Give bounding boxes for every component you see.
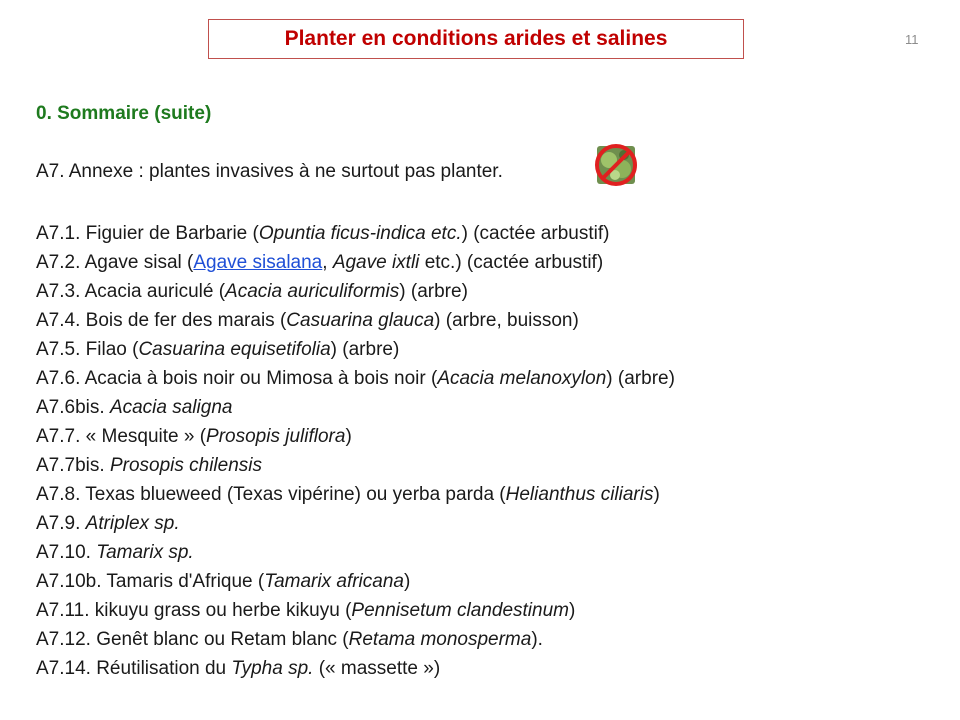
list-item <box>36 654 675 683</box>
species-name: Tamarix africana <box>264 571 404 592</box>
list-item <box>36 625 675 654</box>
list-item <box>36 219 675 248</box>
species-name: Agave ixtli <box>332 252 420 273</box>
list-item-text: ) (arbre) <box>330 339 400 360</box>
list-item-text: etc.) (cactée arbustif) <box>419 252 604 273</box>
no-planting-icon <box>591 140 641 190</box>
intro-line: A7. Annexe : plantes invasives à ne surtout pas planter. <box>36 161 503 182</box>
list-item-text: A7.7bis. <box>36 455 110 476</box>
species-name: Opuntia ficus-indica etc. <box>258 223 462 244</box>
list-item <box>36 538 675 567</box>
list-item-text: A7.10. <box>36 542 97 563</box>
list-item-text: ) <box>345 426 352 447</box>
list-item-text: ). <box>531 629 543 650</box>
list-item-text: ) (cactée arbustif) <box>461 223 610 244</box>
species-name: Casuarina equisetifolia <box>138 339 331 360</box>
list-item <box>36 567 675 596</box>
species-name: Helianthus ciliaris <box>505 484 654 505</box>
list-item-text: (« massette ») <box>313 658 441 679</box>
list-item-text: A7.3. Acacia auriculé ( <box>36 281 226 302</box>
list-item-text: ) (arbre) <box>399 281 468 302</box>
list-item <box>36 335 675 364</box>
list-item <box>36 451 675 480</box>
title-box <box>208 19 744 59</box>
list-item-text: A7.4. Bois de fer des marais ( <box>36 310 287 331</box>
section-heading: 0. Sommaire (suite) <box>36 103 212 124</box>
list-item <box>36 422 675 451</box>
list-item-text: ) (arbre, buisson) <box>434 310 579 331</box>
list-item <box>36 306 675 335</box>
species-name: Acacia saligna <box>109 397 233 418</box>
list-item <box>36 509 675 538</box>
page-number: 11 <box>905 32 919 47</box>
list-item-text: ) <box>653 484 660 505</box>
list-item-text: A7.12. Genêt blanc ou Retam blanc ( <box>36 629 349 650</box>
list-item-text: A7.11. kikuyu grass ou herbe kikuyu ( <box>36 600 352 621</box>
list-item <box>36 480 675 509</box>
invasive-plants-list <box>36 219 675 683</box>
species-name: Pennisetum clandestinum <box>351 600 569 621</box>
page-title: Planter en conditions arides et salines <box>284 27 668 50</box>
list-item <box>36 393 675 422</box>
species-name: Retama monosperma <box>348 629 532 650</box>
list-item-text: A7.14. Réutilisation du <box>36 658 232 679</box>
list-item-text: ) <box>403 571 411 592</box>
list-item-text: , <box>322 252 333 273</box>
list-item-text: A7.9. <box>36 513 86 534</box>
species-name: Tamarix sp. <box>96 542 194 563</box>
list-item-text: A7.10b. Tamaris d'Afrique ( <box>36 571 265 592</box>
list-item-text: A7.1. Figuier de Barbarie ( <box>36 223 259 244</box>
species-name: Casuarina glauca <box>286 310 435 331</box>
list-item-text: ) <box>569 600 576 621</box>
species-name: Acacia melanoxylon <box>437 368 607 389</box>
species-name: Acacia auriculiformis <box>225 281 400 302</box>
list-item <box>36 596 675 625</box>
list-item <box>36 364 675 393</box>
species-link[interactable]: Agave sisalana <box>193 252 323 273</box>
list-item-text: A7.8. Texas blueweed (Texas vipérine) ou yerba parda ( <box>36 484 506 505</box>
list-item-text: A7.5. Filao ( <box>36 339 139 360</box>
list-item-text: A7.6bis. <box>36 397 110 418</box>
list-item <box>36 248 675 277</box>
list-item-text: A7.7. « Mesquite » ( <box>36 426 207 447</box>
list-item <box>36 277 675 306</box>
list-item-text: A7.6. Acacia à bois noir ou Mimosa à bois noir ( <box>36 368 438 389</box>
list-item-text: A7.2. Agave sisal ( <box>36 252 194 273</box>
species-name: Prosopis chilensis <box>109 455 263 476</box>
list-item-text: ) (arbre) <box>606 368 675 389</box>
species-name: Prosopis juliflora <box>206 426 346 447</box>
species-name: Atriplex sp. <box>85 513 180 534</box>
species-name: Typha sp. <box>231 658 314 679</box>
